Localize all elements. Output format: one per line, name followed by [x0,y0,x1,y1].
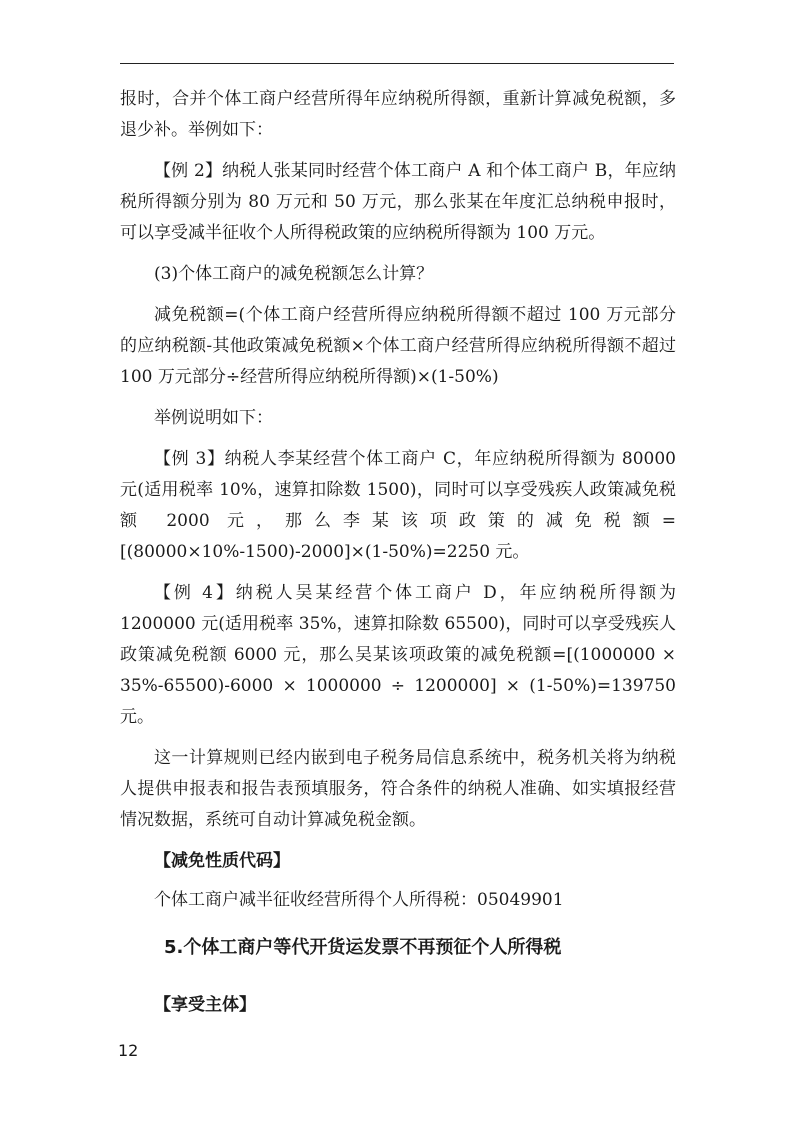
paragraph-example-3: 【例 3】纳税人李某经营个体工商户 C，年应纳税所得额为 80000 元(适用税率 10%，速算扣除数 1500)，同时可以享受残疾人政策减免税额 2000 元，那么李某该项政策的减免税额=[(80000×10%-1500)-2000]×(1-50%)=2250 元。 [120,449,676,562]
paragraph-example-4: 【例 4】纳税人吴某经营个体工商户 D，年应纳税所得额为 1200000 元(适用税率 35%，速算扣除数 65500)，同时可以享受残疾人政策减免税额 6000 元，那么吴某该项政策的减免税额=[(1000000 × 35%-65500)-6000 × 1000000 ÷ 1200000] × (1-50%)=139750 元。 [120,583,676,727]
paragraph-intro-continuation: 报时，合并个体工商户经营所得年应纳税所得额，重新计算减免税额，多退少补。举例如下： [120,89,676,140]
paragraph-example-intro: 举例说明如下： [154,408,273,428]
reduction-code-line: 个体工商户减半征收经营所得个人所得税：05049901 [154,890,564,910]
paragraph-system-note: 这一计算规则已经内嵌到电子税务局信息系统中，税务机关将为纳税人提供申报表和报告表预填服务，符合条件的纳税人准确、如实填报经营情况数据，系统可自动计算减免税金额。 [120,748,676,830]
subject-label: 【享受主体】 [154,995,256,1015]
paragraph-question-3: (3)个体工商户的减免税额怎么计算？ [154,264,434,284]
document-body [120,84,676,916]
paragraph-example-2: 【例 2】纳税人张某同时经营个体工商户 A 和个体工商户 B，年应纳税所得额分别为 80 万元和 50 万元，那么张某在年度汇总纳税申报时，可以享受减半征收个人所得税政策的应纳税所得额为 100 万元。 [120,161,676,243]
reduction-code-label: 【减免性质代码】 [154,851,290,871]
header-rule [120,63,674,64]
page-number: 12 [118,1041,139,1060]
paragraph-formula: 减免税额=(个体工商户经营所得应纳税所得额不超过 100 万元部分的应纳税额-其他政策减免税额×个体工商户经营所得应纳税所得额不超过 100 万元部分÷经营所得应纳税所得额)×(1-50%) [120,305,676,387]
section-heading: 5.个体工商户等代开货运发票不再预征个人所得税 [164,937,562,958]
